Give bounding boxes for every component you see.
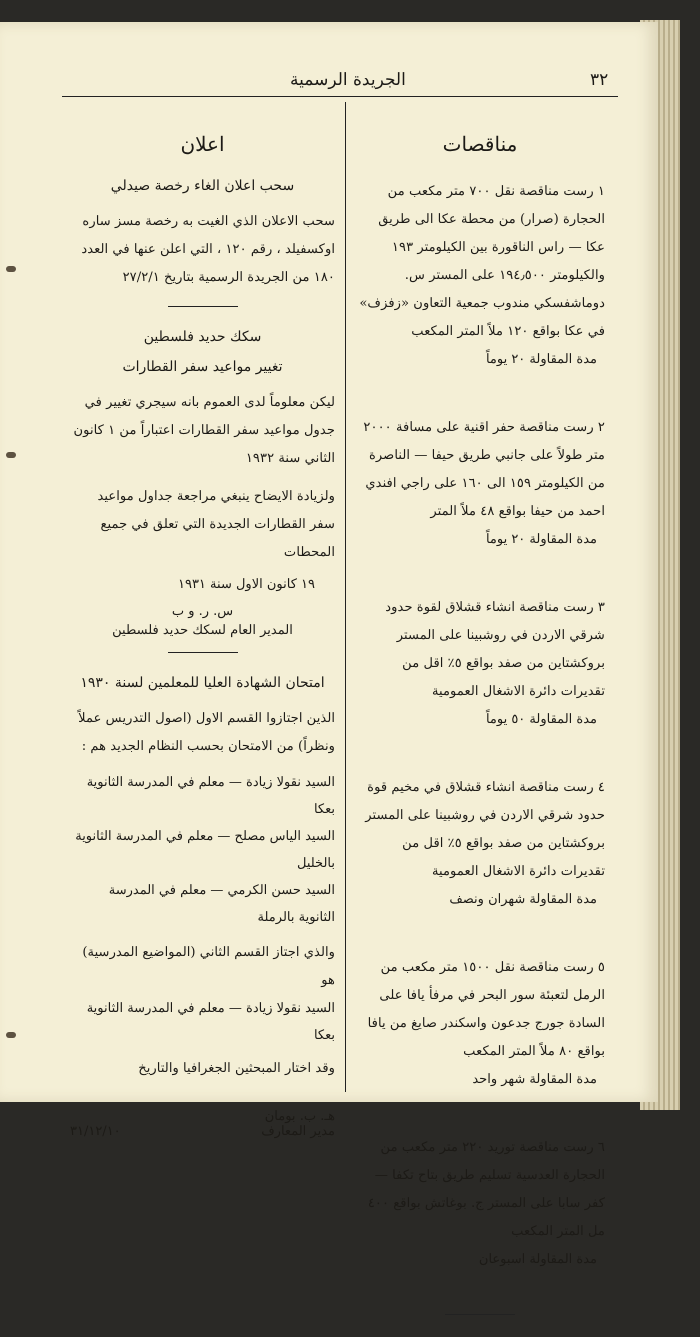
binding-hole xyxy=(6,1032,16,1038)
exam-passed-item: السيد نقولا زيادة — معلم في المدرسة الثانوية بعكا xyxy=(86,775,335,817)
tender-text: ٤ رست مناقصة انشاء قشلاق في مخيم قوة حدود شرقي الاردن في روشبينا على المستر بروكشتاين من صفد بواقع ٥٪ اقل من تقديرات دائرة الاشغال العمومية xyxy=(365,780,605,879)
binding-hole xyxy=(6,266,16,272)
railway-date: ١٩ كانون الاول سنة ١٩٣١ xyxy=(177,577,315,592)
document-page xyxy=(0,22,658,1267)
tender-text: ١ رست مناقصة نقل ٧٠٠ متر مكعب من الحجارة (صرار) من محطة عكا الى طريق عكا — راس الناقورة بين الكيلومتر ١٩٣ والكيلومتر ١٩٤٫٥٠٠ على المستر س. دوماشفسكي مندوب جمعية التعاون «زفزف» في عكا بواقع ١٢٠ ملاً المتر المكعب xyxy=(359,184,605,339)
tender-text: ٦ رست مناقصة توريد ٢٢٠ متر مكعب من الحجارة العدسية تسليم طريق بتاح تكفا — كفر سابا على المستر ج. بوغاتش بواقع ٤٠٠ مل المتر المكعب xyxy=(367,1140,605,1239)
railway-subtitle: تغيير مواعيد سفر القطارات xyxy=(122,359,283,375)
column-divider xyxy=(345,102,346,1092)
tenders-column xyxy=(355,114,605,1337)
exam-intro: الذين اجتازوا القسم الاول (اصول التدريس عملاً ونظراً) من الامتحان بحسب النظام الجديد هم : xyxy=(78,711,335,754)
tender-duration: مدة المقاولة ٢٠ يوماً xyxy=(485,352,597,367)
exam-signatory-title: مدير المعارف xyxy=(261,1124,335,1139)
railway-notice-2: ولزيادة الايضاح ينبغي مراجعة جداول مواعيد سفر القطارات الجديدة التي تعلق في جميع المحطات xyxy=(97,489,335,560)
tender-duration: مدة المقاولة اسبوعان xyxy=(478,1252,597,1267)
tender-text: ٥ رست مناقصة نقل ١٥٠٠ متر مكعب من الرمل لتعبئة سور البحر في مرفأ يافا على السادة جورج جدعون واسكندر صايغ من يافا بواقع ٨٠ ملاً المتر المكعب xyxy=(367,960,605,1059)
tender-duration: مدة المقاولة ٢٠ يوماً xyxy=(485,532,597,547)
railway-notice: ليكن معلوماً لدى العموم بانه سيجري تغيير في جدول مواعيد سفر القطارات اعتباراً من ١ كانون الثاني سنة ١٩٣٢ xyxy=(73,395,335,466)
announcement-title: اعلان xyxy=(180,132,225,156)
exam-signatory: هـ. ب. بومان xyxy=(264,1109,335,1124)
exam-part2-intro: والذي اجتاز القسم الثاني (المواضيع المدرسية) هو xyxy=(82,945,335,988)
announcements-column xyxy=(70,114,335,1139)
running-title: الجريدة الرسمية xyxy=(290,70,406,90)
exam-date: ٣١/١٢/١٠ xyxy=(70,1124,121,1139)
binding-hole xyxy=(6,452,16,458)
railway-signatory-title: المدير العام لسكك حديد فلسطين xyxy=(112,623,293,638)
withdrawal-subtitle: سحب اعلان الغاء رخصة صيدلي xyxy=(110,178,295,194)
tender-item xyxy=(355,774,605,912)
tender-item xyxy=(355,954,605,1092)
tender-item xyxy=(355,1134,605,1272)
railway-heading: سكك حديد فلسطين xyxy=(143,329,262,345)
header-rule xyxy=(62,96,618,97)
tender-item xyxy=(355,594,605,732)
section-separator xyxy=(168,306,238,307)
tender-duration: مدة المقاولة ٥٠ يوماً xyxy=(485,712,597,727)
exam-heading: امتحان الشهادة العليا للمعلمين لسنة ١٩٣٠ xyxy=(80,675,325,691)
tender-text: ٣ رست مناقصة انشاء قشلاق لقوة حدود شرقي الاردن في روشبينا على المستر بروكشتاين من صفد بواقع ٥٪ اقل من تقديرات دائرة الاشغال العمومية xyxy=(385,600,605,699)
page-number: ٣٢ xyxy=(590,70,609,90)
tender-item xyxy=(355,414,605,552)
tender-duration: مدة المقاولة شهران ونصف xyxy=(449,892,597,907)
tenders-title: مناقصات xyxy=(442,132,518,156)
exam-passed-item: السيد الياس مصلح — معلم في المدرسة الثانوية بالخليل xyxy=(75,829,335,871)
section-separator xyxy=(168,652,238,653)
section-separator xyxy=(445,1314,515,1315)
exam-part2-passed: السيد نقولا زيادة — معلم في المدرسة الثانوية بعكا xyxy=(86,1001,335,1043)
exam-subjects-note: وقد اختار المبحثين الجغرافيا والتاريخ xyxy=(138,1061,335,1076)
railway-signatory: س. ر. و ب xyxy=(171,604,234,619)
exam-passed-item: السيد حسن الكرمي — معلم في المدرسة الثانوية بالرملة xyxy=(108,883,335,925)
exam-footer xyxy=(70,1109,335,1139)
withdrawal-text: سحب الاعلان الذي الغيت به رخصة مسز ساره اوكسفيلد ، رقم ١٢٠ ، التي اعلن عنها في العدد ١٨٠ من الجريدة الرسمية بتاريخ ٢٧/٢/١ xyxy=(81,214,335,285)
tender-duration: مدة المقاولة شهر واحد xyxy=(472,1072,597,1087)
tender-text: ٢ رست مناقصة حفر اقنية على مسافة ٢٠٠٠ متر طولاً على جانبي طريق حيفا — الناصرة من الكيلومتر ١٥٩ الى ١٦٠ على راجي افندي احمد من حيفا بواقع ٤٨ ملاً المتر xyxy=(363,420,605,519)
tender-item xyxy=(355,178,605,372)
